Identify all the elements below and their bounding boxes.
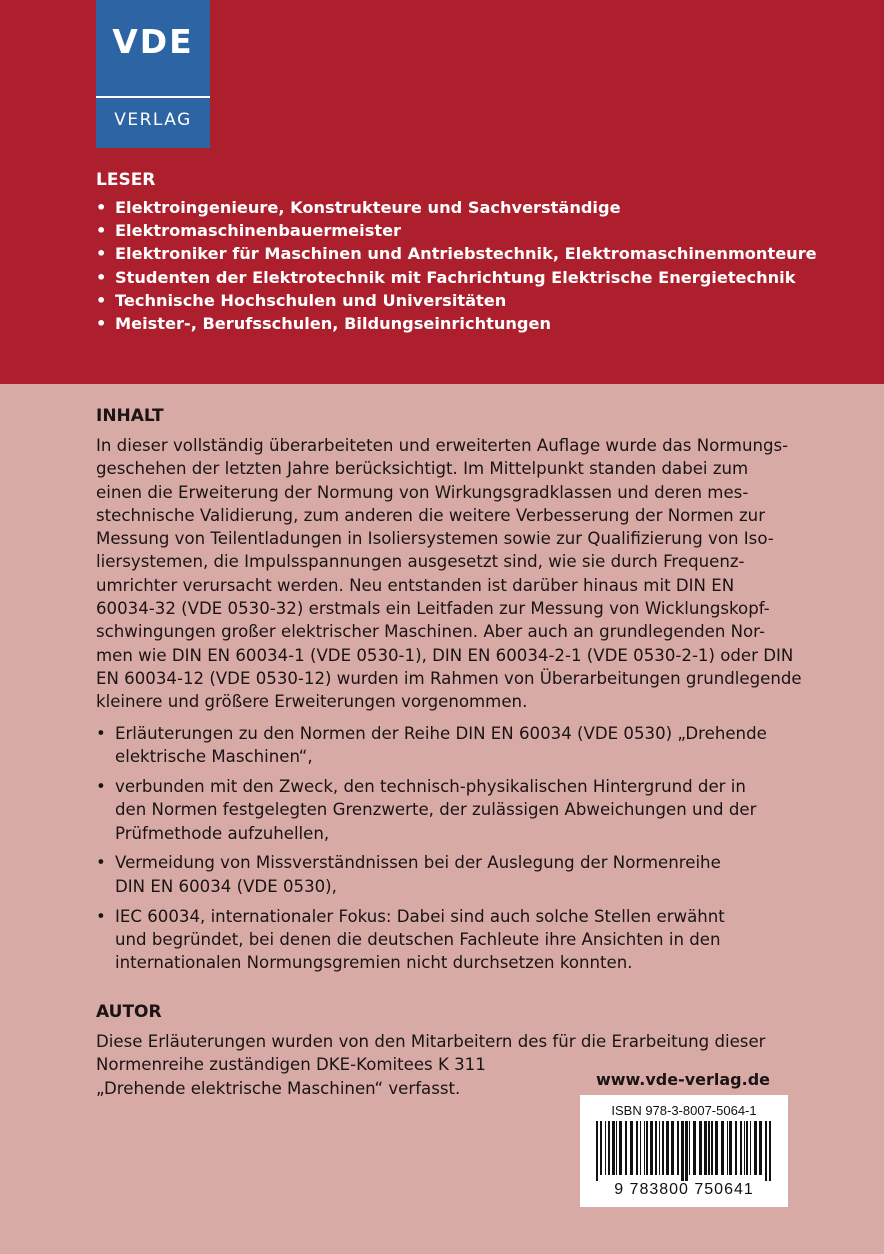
content-line: stechnische Validierung, zum anderen die weitere Verbesserung der Normen zur	[96, 505, 766, 525]
author-line: Diese Erläuterungen wurden von den Mitarbeitern des für die Erarbeitung dieser	[96, 1032, 766, 1051]
content-bullet-item	[96, 775, 816, 845]
content-bullet-line: den Normen festgelegten Grenzwerte, der zulässigen Abweichungen und der	[115, 800, 757, 820]
barcode-icon	[594, 1121, 774, 1181]
logo-verlag-text: VERLAG	[114, 110, 192, 130]
barcode-digits: 9 783800 750641	[614, 1181, 754, 1198]
content-paragraph	[96, 434, 802, 714]
content-bullet-line: • Erläuterungen zu den Normen der Reihe DIN EN 60034 (VDE 0530) „Drehende	[115, 724, 767, 743]
content-bullet-line: internationalen Normungsgremien nicht durchsetzen konnten.	[115, 953, 633, 973]
content-bullet-line: • IEC 60034, internationaler Fokus: Dabei sind auch solche Stellen erwähnt	[115, 906, 725, 926]
content-line: Messung von Teilentladungen in Isoliersystemen sowie zur Qualifizierung von Iso-	[96, 529, 774, 549]
content-bullet-line: Prüfmethode aufzuhellen,	[115, 823, 330, 843]
content-bullet-item	[96, 851, 816, 898]
author-line: „Drehende elektrische Maschinen“ verfasst.	[96, 1078, 461, 1098]
logo-vde-text: VDE	[112, 22, 194, 61]
publisher-website: www.vde-verlag.de	[595, 1070, 770, 1089]
author-heading: AUTOR	[96, 1002, 162, 1022]
reader-list-item: • Meister-, Berufsschulen, Bildungseinrichtungen	[96, 312, 856, 335]
reader-list-item: • Elektroingenieure, Konstrukteure und Sachverständige	[96, 196, 856, 219]
reader-list-item: • Elektroniker für Maschinen und Antriebstechnik, Elektromaschinenmonteure	[96, 242, 856, 265]
content-line: liersystemen, die Impulsspannungen ausgesetzt sind, wie sie durch Frequenz-	[96, 552, 745, 572]
content-line: 60034-32 (VDE 0530-32) erstmals ein Leitfaden zur Messung von Wicklungskopf-	[96, 599, 770, 619]
reader-list-item: • Studenten der Elektrotechnik mit Fachrichtung Elektrische Energietechnik	[96, 266, 856, 289]
content-line: umrichter verursacht werden. Neu entstanden ist darüber hinaus mit DIN EN	[96, 575, 735, 595]
content-bullet-line: • Vermeidung von Missverständnissen bei der Auslegung der Normenreihe	[115, 853, 721, 873]
content-line: einen die Erweiterung der Normung von Wirkungsgradklassen und deren mes-	[96, 482, 749, 502]
isbn-label: ISBN 978-3-8007-5064-1	[611, 1103, 757, 1118]
vde-verlag-logo	[96, 0, 210, 148]
isbn-barcode-box	[580, 1095, 788, 1207]
reader-list-item: • Technische Hochschulen und Universitäten	[96, 289, 856, 312]
content-bullet-item	[96, 722, 816, 769]
logo-divider	[96, 96, 210, 98]
content-bullet-line: elektrische Maschinen“,	[115, 747, 313, 767]
content-bullet-item	[96, 905, 816, 975]
content-bullet-line: • verbunden mit den Zweck, den technisch-physikalischen Hintergrund der in	[115, 777, 746, 797]
author-paragraph	[96, 1030, 816, 1100]
content-line: In dieser vollständig überarbeiteten und erweiterten Auflage wurde das Normungs-	[96, 436, 789, 455]
content-bullet-line: DIN EN 60034 (VDE 0530),	[115, 876, 337, 896]
content-line: schwingungen großer elektrischer Maschinen. Aber auch an grundlegenden Nor-	[96, 622, 765, 642]
author-line: Normenreihe zuständigen DKE-Komitees K 311	[96, 1055, 486, 1075]
content-heading: INHALT	[96, 406, 164, 426]
readers-list	[96, 196, 856, 335]
content-line: kleinere und größere Erweiterungen vorgenommen.	[96, 692, 528, 712]
content-line: geschehen der letzten Jahre berücksichtigt. Im Mittelpunkt standen dabei zum	[96, 459, 749, 479]
readers-heading: LESER	[96, 170, 156, 190]
reader-list-item: • Elektromaschinenbauermeister	[96, 219, 856, 242]
content-bullet-list	[96, 722, 816, 981]
content-bullet-line: und begründet, bei denen die deutschen Fachleute ihre Ansichten in den	[115, 929, 721, 949]
content-line: EN 60034-12 (VDE 0530-12) wurden im Rahmen von Überarbeitungen grundlegende	[96, 668, 802, 688]
content-line: men wie DIN EN 60034-1 (VDE 0530-1), DIN EN 60034-2-1 (VDE 0530-2-1) oder DIN	[96, 645, 794, 665]
